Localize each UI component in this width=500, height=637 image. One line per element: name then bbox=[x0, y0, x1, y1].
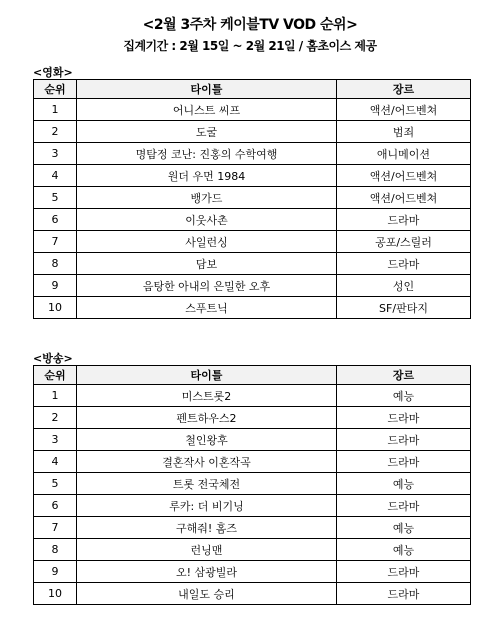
movies-section-label: <영화> bbox=[33, 66, 73, 79]
column-header-title: 타이틀 bbox=[77, 366, 337, 385]
broadcast-table-body bbox=[34, 385, 471, 605]
column-header-genre: 장르 bbox=[337, 80, 471, 99]
title-cell: 어니스트 씨프 bbox=[77, 99, 337, 121]
title-cell: 펜트하우스2 bbox=[77, 407, 337, 429]
title-cell: 스푸트닉 bbox=[77, 297, 337, 319]
title-cell: 담보 bbox=[77, 253, 337, 275]
table-row bbox=[34, 583, 471, 605]
title-cell: 명탐정 코난: 진홍의 수학여행 bbox=[77, 143, 337, 165]
genre-cell: 액션/어드벤쳐 bbox=[337, 99, 471, 121]
genre-cell: 예능 bbox=[337, 473, 471, 495]
broadcast-table bbox=[33, 365, 471, 605]
table-row bbox=[34, 275, 471, 297]
rank-cell: 1 bbox=[34, 99, 77, 121]
title-cell: 철인왕후 bbox=[77, 429, 337, 451]
genre-cell: 드라마 bbox=[337, 429, 471, 451]
table-row bbox=[34, 231, 471, 253]
table-row bbox=[34, 187, 471, 209]
genre-cell: 공포/스릴러 bbox=[337, 231, 471, 253]
table-row bbox=[34, 539, 471, 561]
rank-cell: 2 bbox=[34, 407, 77, 429]
column-header-rank: 순위 bbox=[34, 366, 77, 385]
title-cell: 이웃사촌 bbox=[77, 209, 337, 231]
rank-cell: 5 bbox=[34, 473, 77, 495]
title-cell: 도굴 bbox=[77, 121, 337, 143]
genre-cell: 범죄 bbox=[337, 121, 471, 143]
rank-cell: 3 bbox=[34, 429, 77, 451]
table-row bbox=[34, 407, 471, 429]
table-row bbox=[34, 385, 471, 407]
rank-cell: 5 bbox=[34, 187, 77, 209]
rank-cell: 1 bbox=[34, 385, 77, 407]
genre-cell: 예능 bbox=[337, 539, 471, 561]
genre-cell: 드라마 bbox=[337, 253, 471, 275]
table-row bbox=[34, 165, 471, 187]
title-cell: 루카: 더 비기닝 bbox=[77, 495, 337, 517]
table-row bbox=[34, 495, 471, 517]
genre-cell: 예능 bbox=[337, 385, 471, 407]
column-header-title: 타이틀 bbox=[77, 80, 337, 99]
table-row bbox=[34, 429, 471, 451]
rank-cell: 4 bbox=[34, 165, 77, 187]
table-row bbox=[34, 143, 471, 165]
title-cell: 트롯 전국체전 bbox=[77, 473, 337, 495]
broadcast-header-row bbox=[34, 366, 471, 385]
table-row bbox=[34, 253, 471, 275]
table-row bbox=[34, 561, 471, 583]
title-cell: 결혼작사 이혼작곡 bbox=[77, 451, 337, 473]
rank-cell: 7 bbox=[34, 517, 77, 539]
genre-cell: 드라마 bbox=[337, 495, 471, 517]
genre-cell: 드라마 bbox=[337, 209, 471, 231]
table-row bbox=[34, 99, 471, 121]
title-cell: 미스트롯2 bbox=[77, 385, 337, 407]
genre-cell: SF/판타지 bbox=[337, 297, 471, 319]
rank-cell: 8 bbox=[34, 253, 77, 275]
column-header-genre: 장르 bbox=[337, 366, 471, 385]
title-cell: 음탕한 아내의 은밀한 오후 bbox=[77, 275, 337, 297]
rank-cell: 10 bbox=[34, 583, 77, 605]
rank-cell: 6 bbox=[34, 209, 77, 231]
table-row bbox=[34, 121, 471, 143]
table-row bbox=[34, 473, 471, 495]
rank-cell: 6 bbox=[34, 495, 77, 517]
movies-table-body bbox=[34, 99, 471, 319]
title-cell: 내일도 승리 bbox=[77, 583, 337, 605]
title-cell: 오! 삼광빌라 bbox=[77, 561, 337, 583]
page-title: <2월 3주차 케이블TV VOD 순위> bbox=[142, 17, 358, 33]
table-row bbox=[34, 517, 471, 539]
rank-cell: 9 bbox=[34, 561, 77, 583]
genre-cell: 성인 bbox=[337, 275, 471, 297]
rank-cell: 7 bbox=[34, 231, 77, 253]
rank-cell: 3 bbox=[34, 143, 77, 165]
title-cell: 구해줘! 홈즈 bbox=[77, 517, 337, 539]
rank-cell: 2 bbox=[34, 121, 77, 143]
title-cell: 사일런싱 bbox=[77, 231, 337, 253]
genre-cell: 애니메이션 bbox=[337, 143, 471, 165]
genre-cell: 드라마 bbox=[337, 561, 471, 583]
column-header-rank: 순위 bbox=[34, 80, 77, 99]
page-subtitle: 집계기간 : 2월 15일 ~ 2월 21일 / 홈초이스 제공 bbox=[123, 39, 377, 53]
table-row bbox=[34, 451, 471, 473]
table-row bbox=[34, 297, 471, 319]
rank-cell: 8 bbox=[34, 539, 77, 561]
genre-cell: 예능 bbox=[337, 517, 471, 539]
title-cell: 런닝맨 bbox=[77, 539, 337, 561]
table-row bbox=[34, 209, 471, 231]
genre-cell: 액션/어드벤쳐 bbox=[337, 165, 471, 187]
movies-table bbox=[33, 79, 471, 319]
rank-cell: 4 bbox=[34, 451, 77, 473]
title-cell: 원더 우먼 1984 bbox=[77, 165, 337, 187]
broadcast-section-label: <방송> bbox=[33, 352, 73, 365]
rank-cell: 10 bbox=[34, 297, 77, 319]
genre-cell: 액션/어드벤쳐 bbox=[337, 187, 471, 209]
movies-header-row bbox=[34, 80, 471, 99]
genre-cell: 드라마 bbox=[337, 583, 471, 605]
genre-cell: 드라마 bbox=[337, 451, 471, 473]
genre-cell: 드라마 bbox=[337, 407, 471, 429]
rank-cell: 9 bbox=[34, 275, 77, 297]
title-cell: 뱅가드 bbox=[77, 187, 337, 209]
